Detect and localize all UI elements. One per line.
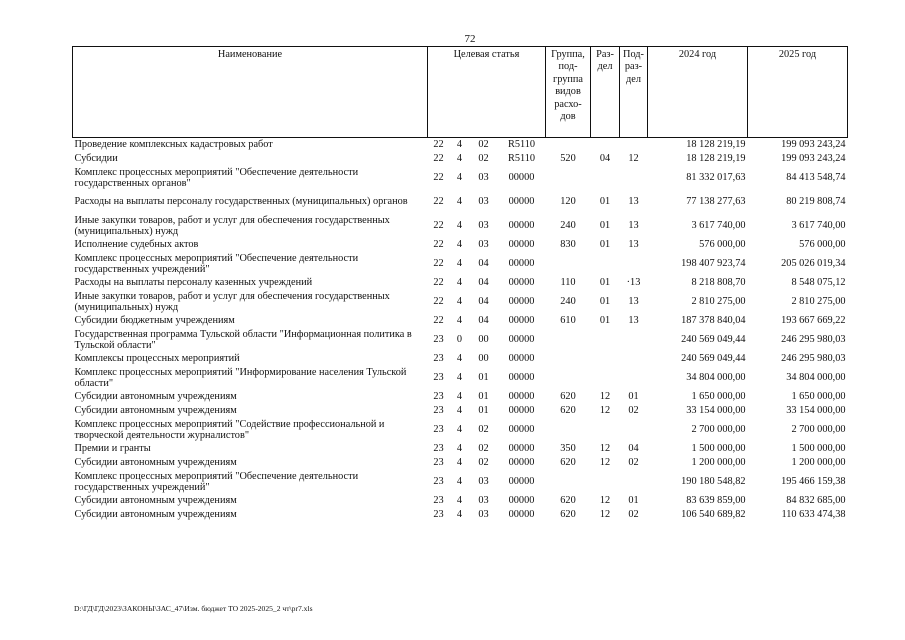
row-name: Субсидии бюджетным учреждениям: [74, 315, 235, 327]
table-row: [73, 404, 848, 418]
section-code: 12: [599, 405, 611, 417]
target-code-program: 23: [433, 443, 444, 455]
target-code-direction: 00000: [508, 495, 535, 507]
target-code-direction: 00000: [508, 334, 535, 346]
amount-2025: 2 810 275,00: [791, 296, 846, 308]
amount-2024: 576 000,00: [699, 239, 746, 251]
subsection-code: [620, 366, 648, 390]
amount-2025: 246 295 980,03: [781, 334, 846, 346]
target-code-complex: 03: [478, 476, 489, 488]
table-row: [73, 138, 848, 153]
section-code: [591, 252, 620, 276]
target-code-program: 23: [433, 476, 444, 488]
expense-group: 830: [560, 239, 576, 251]
target-code-program: 23: [433, 353, 444, 365]
section-code: 01: [599, 196, 611, 208]
header-section: Раз-дел: [591, 47, 620, 138]
subsection-code: [620, 352, 648, 366]
target-code-program: 23: [433, 391, 444, 403]
target-code-type: 4: [456, 353, 463, 365]
expense-group: [546, 252, 591, 276]
amount-2025: 110 633 474,38: [781, 509, 846, 521]
table-row: [73, 456, 848, 470]
target-code-type: 4: [456, 443, 463, 455]
table-row: [73, 494, 848, 508]
subsection-code: 02: [628, 457, 639, 469]
row-name: Исполнение судебных актов: [74, 239, 199, 251]
target-code-program: 23: [433, 424, 444, 436]
section-code: 12: [599, 495, 611, 507]
target-code-type: 4: [456, 509, 463, 521]
table-row: [73, 442, 848, 456]
amount-2025: 34 804 000,00: [786, 372, 846, 384]
target-code-type: 4: [456, 296, 463, 308]
amount-2024: 106 540 689,82: [681, 509, 746, 521]
amount-2024: 2 700 000,00: [691, 424, 746, 436]
target-code-program: 22: [433, 239, 444, 251]
subsection-code: [620, 470, 648, 494]
subsection-code: 13: [628, 196, 639, 208]
target-code-direction: 00000: [508, 476, 535, 488]
expense-group: 240: [560, 220, 576, 232]
header-target-article: Целевая статья: [428, 47, 546, 138]
target-code-program: 23: [433, 334, 444, 346]
expense-group: 110: [560, 277, 576, 289]
section-code: 01: [599, 315, 611, 327]
subsection-code: 01: [628, 495, 639, 507]
section-code: 12: [599, 509, 611, 521]
expense-group: 620: [560, 495, 576, 507]
target-code-program: 22: [433, 258, 444, 270]
target-code-type: 4: [456, 258, 463, 270]
header-year-2024: 2024 год: [648, 47, 748, 138]
target-code-type: 4: [456, 172, 463, 184]
target-code-program: 22: [433, 153, 444, 165]
amount-2024: 33 154 000,00: [686, 405, 746, 417]
section-code: [591, 366, 620, 390]
target-code-direction: 00000: [508, 277, 535, 289]
amount-2025: 80 219 808,74: [786, 196, 846, 208]
section-code: 04: [599, 153, 611, 165]
target-code-complex: 02: [478, 153, 489, 165]
expense-group: [546, 166, 591, 190]
row-name: Субсидии автономным учреждениям: [74, 405, 237, 417]
file-path-footer: D:\ГД\ГД\2023\ЗАКОНЫ\ЗАС_47\Изм. бюджет ТО 2025-2025_2 чт\pr7.xls: [74, 604, 313, 613]
amount-2024: 83 639 859,00: [686, 495, 746, 507]
target-code-type: 4: [456, 476, 463, 488]
subsection-code: 13: [628, 296, 639, 308]
target-code-direction: 00000: [508, 443, 535, 455]
table-row: [73, 290, 848, 314]
target-code-type: 4: [456, 196, 463, 208]
amount-2024: 3 617 740,00: [691, 220, 746, 232]
amount-2025: 8 548 075,12: [791, 277, 846, 289]
target-code-complex: 04: [478, 296, 489, 308]
target-code-program: 22: [433, 172, 444, 184]
table-row: [73, 390, 848, 404]
table-row: [73, 508, 848, 522]
target-code-complex: 03: [478, 220, 489, 232]
row-name: Субсидии автономным учреждениям: [74, 495, 237, 507]
subsection-code: [620, 252, 648, 276]
table-row: [73, 214, 848, 238]
budget-table-container: [72, 46, 848, 522]
target-code-program: 22: [433, 139, 444, 151]
table-row: [73, 276, 848, 290]
target-code-complex: 02: [478, 457, 489, 469]
target-code-program: 22: [433, 277, 444, 289]
page-number: 72: [464, 33, 476, 45]
subsection-code: 13: [628, 220, 639, 232]
table-row: [73, 190, 848, 214]
subsection-code: 01: [628, 391, 639, 403]
expense-group: [546, 138, 591, 153]
target-code-complex: 03: [478, 239, 489, 251]
expense-group: 520: [560, 153, 576, 165]
table-row: [73, 252, 848, 276]
amount-2024: 18 128 219,19: [686, 139, 746, 151]
amount-2024: 18 128 219,19: [686, 153, 746, 165]
section-code: 01: [599, 277, 611, 289]
row-name: Субсидии автономным учреждениям: [74, 391, 237, 403]
header-name: Наименование: [73, 47, 428, 138]
subsection-code: ·13: [626, 277, 641, 289]
target-code-direction: 00000: [508, 405, 535, 417]
section-code: 01: [599, 239, 611, 251]
amount-2025: 33 154 000,00: [786, 405, 846, 417]
amount-2024: 198 407 923,74: [681, 258, 746, 270]
target-code-complex: 02: [478, 139, 489, 151]
target-code-type: 4: [456, 457, 463, 469]
amount-2025: 246 295 980,03: [781, 353, 846, 365]
target-code-complex: 04: [478, 315, 489, 327]
target-code-type: 4: [456, 153, 463, 165]
expense-group: 120: [560, 196, 576, 208]
budget-table: [72, 46, 848, 522]
subsection-code: [620, 418, 648, 442]
row-name: Комплексы процессных мероприятий: [74, 353, 240, 365]
target-code-complex: 02: [478, 443, 489, 455]
section-code: [591, 418, 620, 442]
expense-group: 610: [560, 315, 576, 327]
target-code-complex: 00: [478, 353, 489, 365]
amount-2025: 205 026 019,34: [781, 258, 846, 270]
amount-2025: 2 700 000,00: [791, 424, 846, 436]
row-name: Комплекс процессных мероприятий "Информирование населения Тульской области": [74, 366, 407, 389]
target-code-direction: R5110: [507, 153, 536, 165]
section-code: 12: [599, 457, 611, 469]
amount-2024: 187 378 840,04: [681, 315, 746, 327]
table-row: [73, 152, 848, 166]
expense-group: [546, 328, 591, 352]
row-name: Государственная программа Тульской области "Информационная политика в Тульской области": [74, 328, 412, 351]
target-code-program: 22: [433, 315, 444, 327]
section-code: 01: [599, 220, 611, 232]
expense-group: 620: [560, 509, 576, 521]
target-code-direction: 00000: [508, 196, 535, 208]
target-code-direction: 00000: [508, 239, 535, 251]
expense-group: [546, 366, 591, 390]
target-code-complex: 04: [478, 277, 489, 289]
target-code-direction: 00000: [508, 509, 535, 521]
row-name: Комплекс процессных мероприятий "Содействие профессиональной и творческой деятельности журналистов": [74, 418, 385, 441]
section-code: [591, 352, 620, 366]
section-code: [591, 470, 620, 494]
row-name: Премии и гранты: [74, 443, 151, 455]
target-code-type: 4: [456, 391, 463, 403]
row-name: Субсидии: [74, 153, 118, 165]
target-code-complex: 01: [478, 391, 489, 403]
row-name: Расходы на выплаты персоналу казенных учреждений: [74, 277, 313, 289]
target-code-complex: 02: [478, 424, 489, 436]
target-code-complex: 01: [478, 372, 489, 384]
subsection-code: 02: [628, 509, 639, 521]
amount-2024: 240 569 049,44: [681, 353, 746, 365]
target-code-direction: 00000: [508, 220, 535, 232]
amount-2024: 8 218 808,70: [691, 277, 746, 289]
target-code-direction: 00000: [508, 372, 535, 384]
table-row: [73, 314, 848, 328]
target-code-direction: 00000: [508, 296, 535, 308]
target-code-complex: 03: [478, 495, 489, 507]
target-code-type: 4: [456, 495, 463, 507]
target-code-direction: 00000: [508, 391, 535, 403]
target-code-direction: 00000: [508, 424, 535, 436]
row-name: Комплекс процессных мероприятий "Обеспечение деятельности государственных органов": [74, 166, 359, 189]
table-row: [73, 238, 848, 252]
target-code-program: 22: [433, 196, 444, 208]
amount-2024: 77 138 277,63: [686, 196, 746, 208]
amount-2025: 84 413 548,74: [786, 172, 846, 184]
section-code: [591, 328, 620, 352]
expense-group: 620: [560, 405, 576, 417]
amount-2025: 1 500 000,00: [791, 443, 846, 455]
table-header-row: [73, 47, 848, 138]
amount-2025: 3 617 740,00: [791, 220, 846, 232]
table-row: [73, 166, 848, 190]
subsection-code: 12: [628, 153, 639, 165]
row-name: Комплекс процессных мероприятий "Обеспечение деятельности государственных учреждений": [74, 252, 359, 275]
target-code-complex: 01: [478, 405, 489, 417]
target-code-type: 4: [456, 372, 463, 384]
target-code-direction: 00000: [508, 457, 535, 469]
row-name: Субсидии автономным учреждениям: [74, 509, 237, 521]
target-code-direction: 00000: [508, 353, 535, 365]
target-code-direction: 00000: [508, 258, 535, 270]
amount-2024: 34 804 000,00: [686, 372, 746, 384]
amount-2024: 81 332 017,63: [686, 172, 746, 184]
expense-group: 350: [560, 443, 576, 455]
target-code-program: 22: [433, 220, 444, 232]
target-code-type: 4: [456, 220, 463, 232]
target-code-type: 4: [456, 424, 463, 436]
subsection-code: [620, 166, 648, 190]
target-code-complex: 03: [478, 509, 489, 521]
table-row: [73, 352, 848, 366]
amount-2025: 199 093 243,24: [781, 139, 846, 151]
header-subsection: Под-раз-дел: [620, 47, 648, 138]
section-code: 12: [599, 443, 611, 455]
amount-2024: 190 180 548,82: [681, 476, 746, 488]
section-code: 01: [599, 296, 611, 308]
table-row: [73, 366, 848, 390]
table-row: [73, 418, 848, 442]
amount-2025: 1 650 000,00: [791, 391, 846, 403]
header-expense-group: Группа, под-группа видов расхо-дов: [546, 47, 591, 138]
target-code-type: 4: [456, 139, 463, 151]
subsection-code: 13: [628, 239, 639, 251]
subsection-code: 02: [628, 405, 639, 417]
target-code-direction: 00000: [508, 172, 535, 184]
expense-group: [546, 418, 591, 442]
amount-2024: 1 650 000,00: [691, 391, 746, 403]
amount-2025: 199 093 243,24: [781, 153, 846, 165]
target-code-type: 4: [456, 405, 463, 417]
target-code-program: 23: [433, 372, 444, 384]
section-code: [591, 138, 620, 153]
amount-2024: 1 500 000,00: [691, 443, 746, 455]
amount-2025: 1 200 000,00: [791, 457, 846, 469]
row-name: Проведение комплексных кадастровых работ: [74, 139, 273, 151]
amount-2025: 576 000,00: [799, 239, 846, 251]
table-row: [73, 470, 848, 494]
table-row: [73, 328, 848, 352]
target-code-type: 4: [456, 277, 463, 289]
amount-2024: 2 810 275,00: [691, 296, 746, 308]
target-code-complex: 04: [478, 258, 489, 270]
subsection-code: 04: [628, 443, 639, 455]
header-year-2025: 2025 год: [748, 47, 848, 138]
expense-group: 620: [560, 391, 576, 403]
section-code: [591, 166, 620, 190]
target-code-direction: R5110: [507, 139, 536, 151]
row-name: Иные закупки товаров, работ и услуг для обеспечения государственных (муниципальных) нужд: [74, 290, 390, 313]
row-name: Субсидии автономным учреждениям: [74, 457, 237, 469]
expense-group: 620: [560, 457, 576, 469]
target-code-program: 22: [433, 296, 444, 308]
row-name: Иные закупки товаров, работ и услуг для обеспечения государственных (муниципальных) нужд: [74, 214, 390, 237]
expense-group: [546, 352, 591, 366]
section-code: 12: [599, 391, 611, 403]
target-code-program: 23: [433, 495, 444, 507]
target-code-program: 23: [433, 457, 444, 469]
subsection-code: 13: [628, 315, 639, 327]
target-code-type: 4: [456, 315, 463, 327]
amount-2024: 240 569 049,44: [681, 334, 746, 346]
row-name: Комплекс процессных мероприятий "Обеспечение деятельности государственных учреждений": [74, 470, 359, 493]
target-code-type: 0: [456, 334, 463, 346]
expense-group: [546, 470, 591, 494]
target-code-program: 23: [433, 405, 444, 417]
amount-2024: 1 200 000,00: [691, 457, 746, 469]
expense-group: 240: [560, 296, 576, 308]
amount-2025: 195 466 159,38: [781, 476, 846, 488]
amount-2025: 193 667 669,22: [781, 315, 846, 327]
target-code-type: 4: [456, 239, 463, 251]
target-code-direction: 00000: [508, 315, 535, 327]
amount-2025: 84 832 685,00: [786, 495, 846, 507]
target-code-complex: 03: [478, 196, 489, 208]
target-code-complex: 03: [478, 172, 489, 184]
subsection-code: [620, 138, 648, 153]
subsection-code: [620, 328, 648, 352]
row-name: Расходы на выплаты персоналу государственных (муниципальных) органов: [74, 196, 408, 208]
target-code-complex: 00: [478, 334, 489, 346]
table-body: [73, 138, 848, 523]
target-code-program: 23: [433, 509, 444, 521]
